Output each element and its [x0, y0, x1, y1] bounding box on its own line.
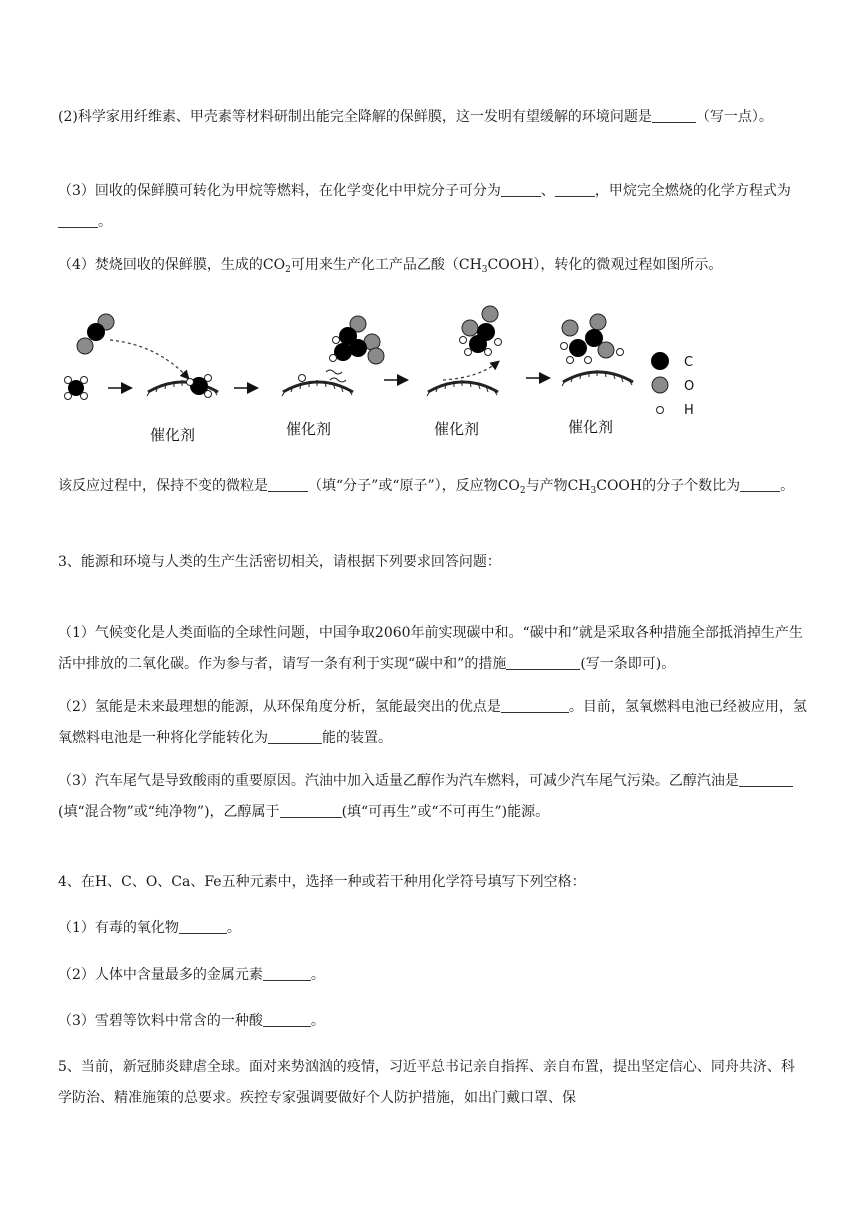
q3-part2	[58, 692, 808, 754]
q2-conclusion-text-d: 的分子个数比为	[642, 478, 741, 494]
q2-conclusion-text: 该反应过程中，保持不变的微粒是	[58, 478, 268, 494]
q4-part1	[58, 913, 808, 944]
q2-conclusion-text-b: （填“分子”或“原子”），反应物	[308, 478, 498, 494]
q3-part3-text-c: (填“可再生”或“不可再生”)能源。	[341, 804, 550, 820]
q4-part2	[58, 960, 808, 991]
acetic-acid-molecule	[460, 306, 502, 356]
hydrogen-atom-icon	[657, 407, 664, 414]
q3-part3-text-b: (填“混合物”或“纯净物”)，乙醇属于	[58, 804, 280, 820]
formula-cooh: COOH	[487, 257, 534, 273]
answer-blank[interactable]	[280, 804, 342, 818]
catalyst-surface	[147, 375, 218, 398]
period: 。	[98, 214, 112, 230]
oxygen-atom-icon	[652, 377, 668, 393]
q3-part3-text: （3）汽车尾气是导致酸雨的重要原因。汽油中加入适量乙醇作为汽车燃料，可减少汽车尾气污染。乙醇汽油是	[58, 773, 739, 789]
q3-part1-text: （1）气候变化是人类面临的全球性问题，中国争取2060年前实现碳中和。“碳中和”就是采取各种措施全部抵消掉生产生活中排放的二氧化碳。作为参与者，请写一条有利于实现“碳中和”的措施	[58, 625, 803, 672]
q3-part1-text-end: (写一条即可)。	[580, 656, 676, 672]
q2-part4	[58, 250, 808, 281]
q2-part2	[58, 102, 808, 133]
answer-blank[interactable]	[179, 920, 227, 934]
stage-3	[427, 306, 502, 438]
formula-ch3: CH	[458, 257, 482, 273]
ch4-molecule	[65, 377, 88, 400]
catalyst-label: 催化剂	[568, 418, 614, 436]
legend-label-c: C	[684, 355, 694, 370]
formula-subscript: 2	[285, 265, 291, 275]
q4-intro: 4、在H、C、O、Ca、Fe五种元素中，选择一种或若干种用化学符号填写下列空格：	[58, 874, 586, 890]
answer-blank[interactable]	[501, 183, 541, 197]
q3-part2-text-c: 能的装置。	[322, 730, 392, 746]
q3-part1	[58, 618, 808, 680]
catalyst-surface	[282, 375, 353, 397]
answer-blank[interactable]	[58, 214, 98, 228]
formula-subscript: 2	[519, 486, 526, 496]
q2-part2-text: (2)科学家用纤维素、甲壳素等材料研制出能完全降解的保鲜膜，这一发明有望缓解的环境问题是	[58, 109, 652, 125]
intermediate-molecule	[330, 316, 385, 364]
q2-part4-text-b: 可用来生产化工产品乙酸（	[290, 257, 459, 273]
legend-label-o: O	[684, 379, 695, 394]
catalyst-surface	[562, 370, 633, 386]
catalyst-surface	[427, 380, 498, 396]
period: 。	[780, 478, 795, 494]
catalyst-label: 催化剂	[286, 420, 332, 438]
period: 。	[226, 920, 241, 936]
q4-part3-text: （3）雪碧等饮料中常含的一种酸	[58, 1013, 263, 1029]
formula-co2: CO	[262, 257, 286, 273]
co2-molecule	[77, 314, 114, 354]
q3-part3	[58, 766, 808, 828]
carbon-atom-icon	[651, 352, 669, 370]
stage-1	[65, 314, 219, 444]
answer-blank[interactable]	[506, 656, 580, 670]
q4-part3	[58, 1006, 808, 1037]
answer-blank[interactable]	[740, 478, 780, 492]
q2-part2-text-end: （写一点）。	[695, 109, 773, 125]
separator: 、	[540, 183, 555, 199]
q2-conclusion-text-c: 与产物	[525, 478, 568, 494]
formula-co2: CO	[497, 478, 520, 494]
legend-label-h: H	[684, 403, 694, 418]
stage-4	[561, 314, 634, 436]
q5-text: 5、当前，新冠肺炎肆虐全球。面对来势汹汹的疫情，习近平总书记亲自指挥、亲自布置，提出坚定信心、同舟共济、科学防治、精准施策的总要求。疾控专家强调要做好个人防护措施，如出门戴口罩、保	[58, 1059, 795, 1106]
q2-conclusion	[58, 471, 808, 502]
answer-blank[interactable]	[268, 730, 322, 744]
answer-blank[interactable]	[555, 183, 595, 197]
catalyst-label: 催化剂	[150, 426, 196, 444]
stage-2	[282, 316, 384, 438]
period: 。	[310, 1013, 325, 1029]
formula-ch3: CH	[567, 478, 591, 494]
q2-part3-text: （3）回收的保鲜膜可转化为甲烷等燃料，在化学变化中甲烷分子可分为	[58, 183, 501, 199]
atom-legend	[651, 352, 694, 418]
catalyst-label: 催化剂	[434, 420, 480, 438]
answer-blank[interactable]	[739, 773, 793, 787]
period: 。	[310, 967, 325, 983]
answer-blank[interactable]	[501, 699, 569, 713]
answer-blank[interactable]	[652, 109, 696, 123]
q3-intro: 3、能源和环境与人类的生产生活密切相关，请根据下列要求回答问题：	[58, 554, 501, 570]
q2-part4-text-c: ），转化的微观过程如图所示。	[533, 257, 723, 273]
q2-part3	[58, 176, 808, 238]
q4-part2-text: （2）人体中含量最多的金属元素	[58, 967, 263, 983]
formula-subscript: 3	[481, 265, 488, 275]
formula-cooh: COOH	[596, 478, 643, 494]
formula-subscript: 3	[590, 486, 597, 496]
answer-blank[interactable]	[263, 967, 311, 981]
q2-part3-text-b: ，甲烷完全燃烧的化学方程式为	[594, 183, 791, 199]
q3-part2-text: （2）氢能是未来最理想的能源，从环保角度分析，氢能最突出的优点是	[58, 699, 501, 715]
answer-blank[interactable]	[268, 478, 308, 492]
acetic-acid-molecule	[561, 314, 624, 364]
q2-part4-text: （4）焚烧回收的保鲜膜，生成的	[58, 257, 263, 273]
reaction-process-diagram	[58, 300, 718, 450]
q3-part2-text-b: 。目前，氢氧燃料电池已经被应用，氢氧燃料电池是一种将化学能转化为	[58, 699, 807, 746]
answer-blank[interactable]	[263, 1013, 311, 1027]
q4-part1-text: （1）有毒的氧化物	[58, 920, 179, 936]
